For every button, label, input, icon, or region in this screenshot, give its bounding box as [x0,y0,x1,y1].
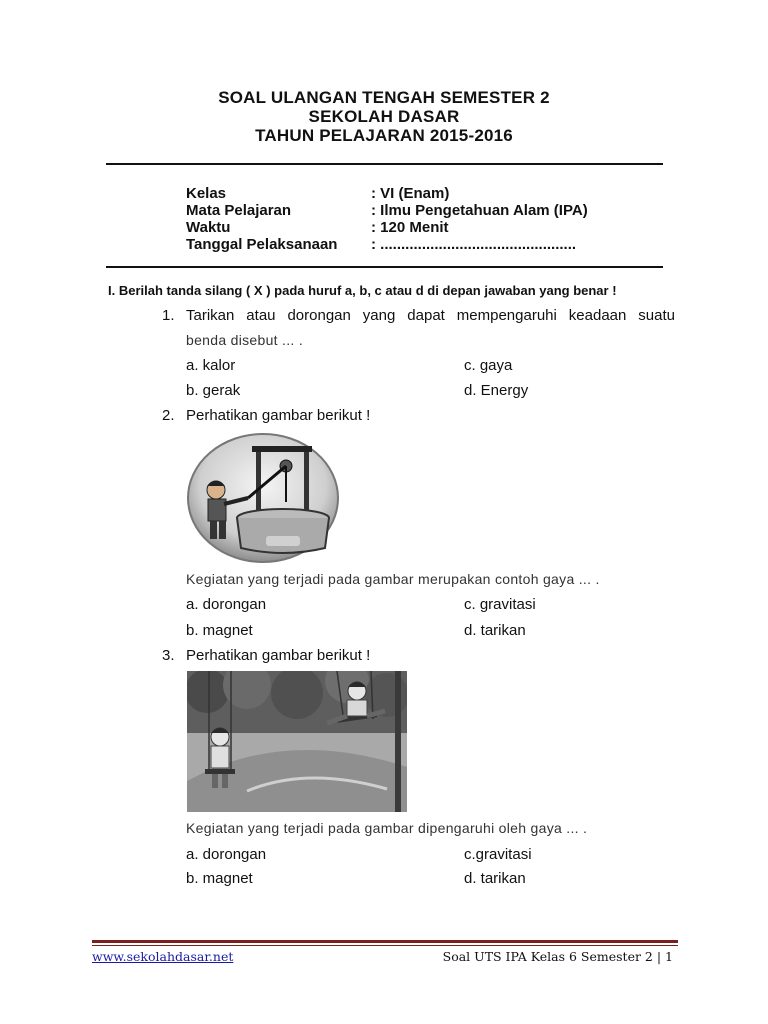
question-2-option-b[interactable]: b. magnet [186,622,253,639]
question-2-followup: Kegiatan yang terjadi pada gambar merupakan contoh gaya ... . [186,571,600,587]
footer-website-link[interactable]: www.sekolahdasar.net [92,949,234,964]
question-3-followup: Kegiatan yang terjadi pada gambar dipengaruhi oleh gaya ... . [186,820,588,836]
info-divider [106,266,663,268]
title-line-3: TAHUN PELAJARAN 2015-2016 [255,126,513,145]
question-3-text: Perhatikan gambar berikut ! [186,647,371,664]
swings-photo [187,671,407,812]
question-3-option-a[interactable]: a. dorongan [186,846,267,863]
question-1-number: 1. [162,307,175,324]
info-value-tanggal: : ............................................... [371,236,577,253]
info-label-waktu: Waktu [186,219,231,236]
info-label-tanggal: Tanggal Pelaksanaan [186,236,338,253]
info-label-mapel: Mata Pelajaran [186,202,292,219]
section-instruction: I. Berilah tanda silang ( X ) pada huruf a, b, c atau d di depan jawaban yang benar ! [108,283,617,298]
question-3-number: 3. [162,647,175,664]
footer-page-info: Soal UTS IPA Kelas 6 Semester 2 | 1 [442,949,673,964]
question-3-option-b[interactable]: b. magnet [186,870,253,887]
info-label-kelas: Kelas [186,185,227,202]
question-1-option-c[interactable]: c. gaya [464,357,513,374]
question-3-option-d[interactable]: d. tarikan [464,870,526,887]
question-2-text: Perhatikan gambar berikut ! [186,407,371,424]
question-2-number: 2. [162,407,175,424]
question-2-option-c[interactable]: c. gravitasi [464,596,536,613]
footer-divider-thin [92,945,678,946]
info-value-waktu: : 120 Menit [371,219,449,236]
question-1-option-a[interactable]: a. kalor [186,357,236,374]
header-divider [106,163,663,165]
well-pulling-illustration [186,432,340,564]
question-1-option-b[interactable]: b. gerak [186,382,241,399]
question-3-option-c[interactable]: c.gravitasi [464,846,532,863]
question-1-option-d[interactable]: d. Energy [464,382,529,399]
question-1-text-line1: Tarikan atau dorongan yang dapat mempengaruhi keadaan suatu [186,307,675,324]
question-2-option-a[interactable]: a. dorongan [186,596,267,613]
info-value-kelas: : VI (Enam) [371,185,450,202]
question-1-text-line2: benda disebut ... . [186,332,304,348]
title-line-1: SOAL ULANGAN TENGAH SEMESTER 2 [218,88,550,107]
question-2-option-d[interactable]: d. tarikan [464,622,526,639]
info-value-mapel: : Ilmu Pengetahuan Alam (IPA) [371,202,588,219]
footer-divider-thick [92,940,678,943]
title-line-2: SEKOLAH DASAR [308,107,460,126]
